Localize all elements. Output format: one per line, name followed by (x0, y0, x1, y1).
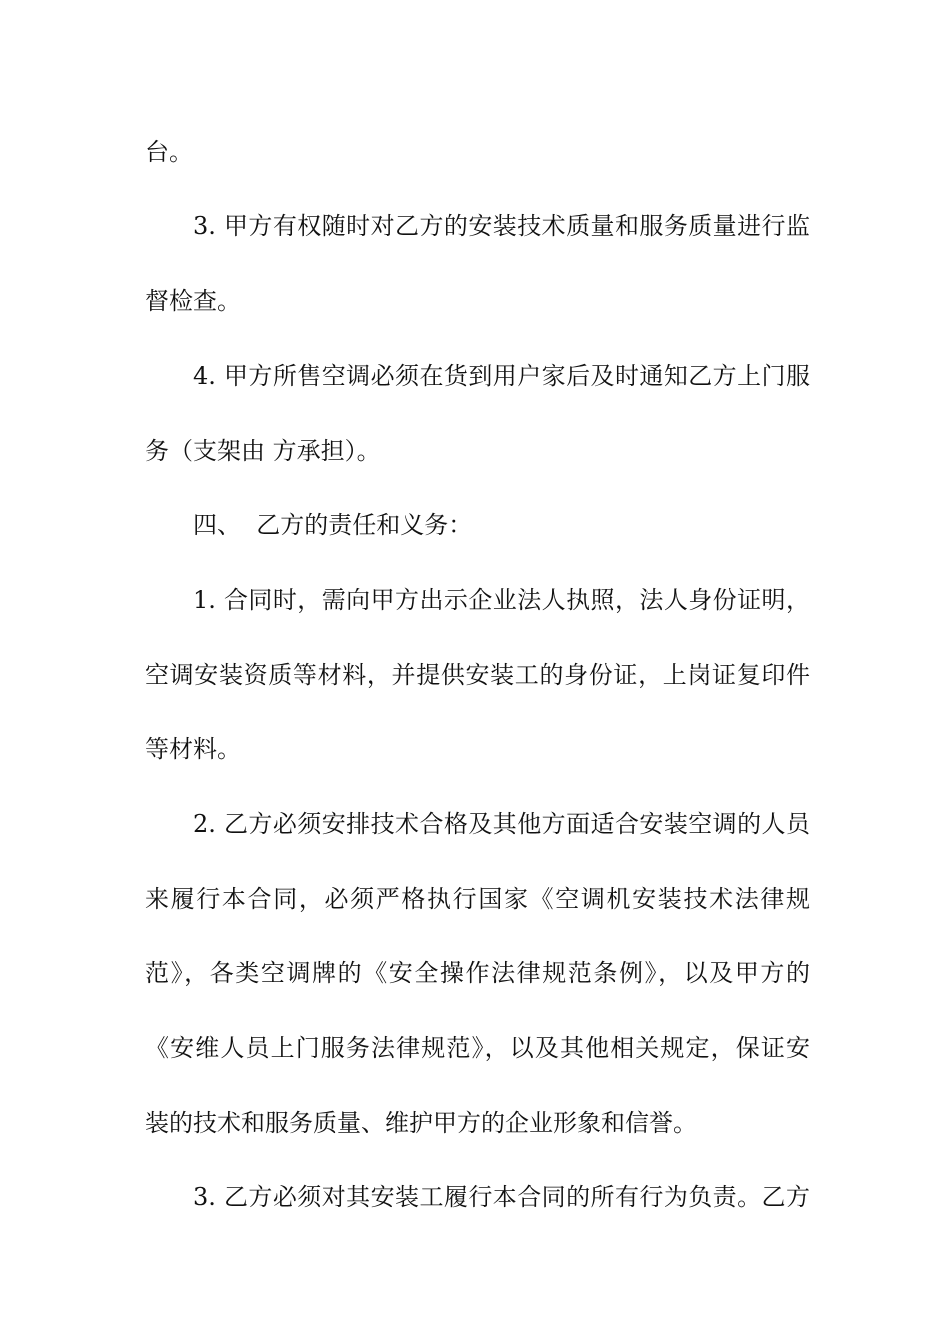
text-line: 台。 (145, 138, 193, 166)
text-line: 4. 甲方所售空调必须在货到用户家后及时通知乙方上门服 (193, 362, 810, 390)
text-line: 装的技术和服务质量、维护甲方的企业形象和信誉。 (145, 1109, 697, 1137)
text-line: 务（支架由 方承担）。 (145, 437, 381, 465)
text-line: 《安维人员上门服务法律规范》，以及其他相关规定，保证安 (145, 1034, 810, 1062)
text-line: 空调安装资质等材料，并提供安装工的身份证，上岗证复印件 (145, 661, 810, 689)
text-line: 督检查。 (145, 287, 241, 315)
text-line: 范》，各类空调牌的《安全操作法律规范条例》，以及甲方的 (145, 959, 810, 987)
text-line: 等材料。 (145, 735, 241, 763)
section-heading: 四、 乙方的责任和义务： (193, 511, 473, 539)
text-line: 1. 合同时，需向甲方出示企业法人执照，法人身份证明， (193, 586, 810, 614)
text-line: 3. 乙方必须对其安装工履行本合同的所有行为负责。乙方 (193, 1183, 810, 1211)
text-line: 3. 甲方有权随时对乙方的安装技术质量和服务质量进行监 (193, 212, 810, 240)
text-line: 来履行本合同，必须严格执行国家《空调机安装技术法律规 (145, 885, 810, 913)
text-line: 2. 乙方必须安排技术合格及其他方面适合安装空调的人员 (193, 810, 810, 838)
